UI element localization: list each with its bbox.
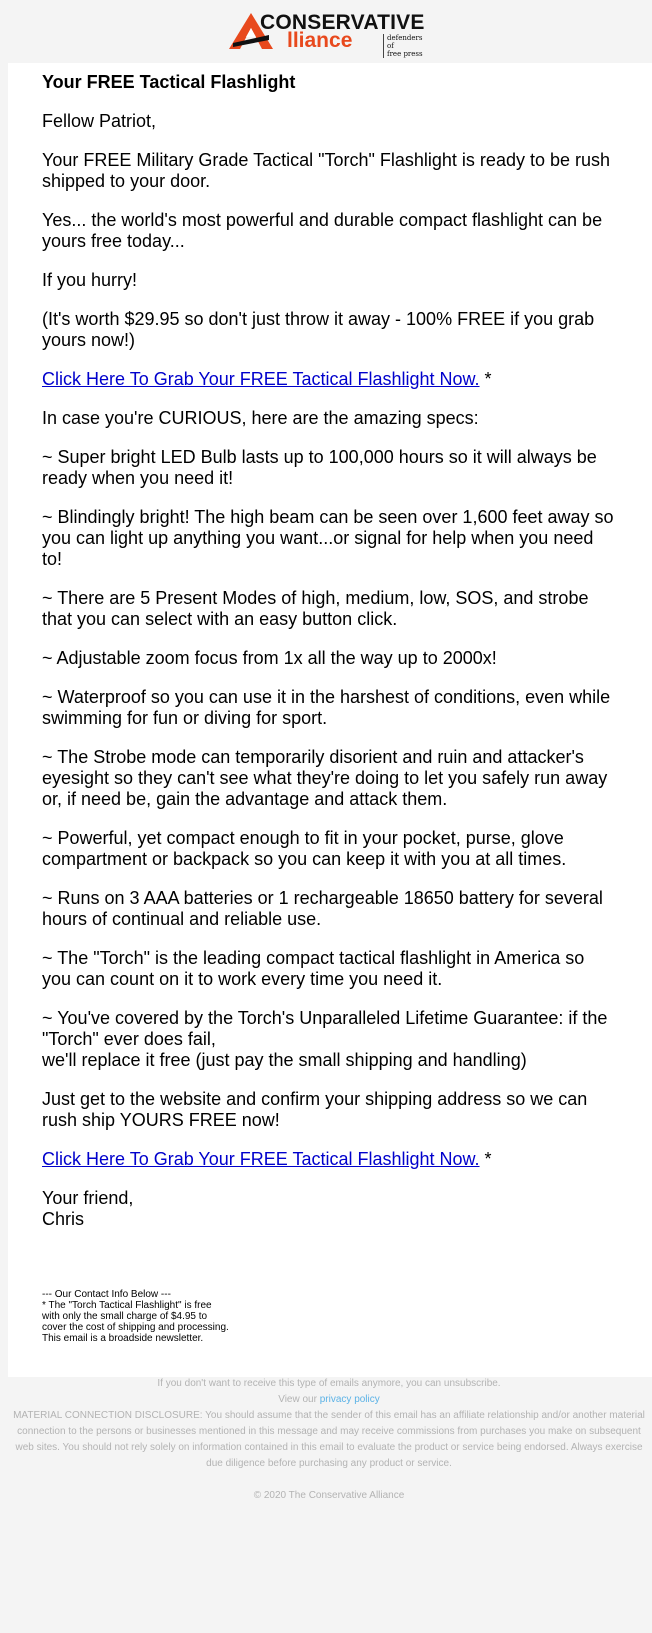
spec-item: ~ Runs on 3 AAA batteries or 1 rechargeable 18650 battery for several hours of continual and reliable use.: [42, 888, 603, 929]
cta-paragraph-1: [42, 369, 617, 390]
cta-link-bottom[interactable]: Click Here To Grab Your FREE Tactical Flashlight Now.: [42, 1149, 480, 1169]
spec-item: ~ Powerful, yet compact enough to fit in your pocket, purse, glove compartment or backpack so you can keep it with you at all times.: [42, 828, 567, 869]
spec-item: ~ Blindingly bright! The high beam can be seen over 1,600 feet away so you can light up anything you want...or signal for help when you need to!: [42, 507, 614, 569]
privacy-policy-link[interactable]: privacy policy: [319, 1394, 380, 1405]
email-header: [0, 0, 652, 62]
greeting: Fellow Patriot,: [42, 111, 157, 131]
logo-tagline: [383, 34, 429, 58]
spec-item: ~ Adjustable zoom focus from 1x all the way up to 2000x!: [42, 648, 497, 668]
spec-item: ~ There are 5 Present Modes of high, medium, low, SOS, and strobe that you can select with an easy button click.: [42, 588, 589, 629]
intro-paragraph: Your FREE Military Grade Tactical "Torch" Flashlight is ready to be rush shipped to your door.: [42, 150, 611, 191]
logo-alliance-text: lliance: [287, 29, 353, 52]
contact-line: --- Our Contact Info Below ---: [42, 1289, 171, 1300]
confirm-paragraph: Just get to the website and confirm your shipping address so we can rush ship YOURS FREE now!: [42, 1089, 588, 1130]
privacy-line: [12, 1392, 646, 1408]
guarantee-paragraph: [42, 1008, 617, 1071]
spec-item: ~ Super bright LED Bulb lasts up to 100,000 hours so it will always be ready when you need it!: [42, 447, 597, 488]
spec-item: ~ The "Torch" is the leading compact tactical flashlight in America so you can count on it to work every time you need it.: [42, 948, 585, 989]
guarantee-line-1: ~ You've covered by the Torch's Unparalleled Lifetime Guarantee: if the "Torch" ever does fail,: [42, 1008, 608, 1049]
material-disclosure: MATERIAL CONNECTION DISCLOSURE: You should assume that the sender of this email has an affiliate relationship and/or another material connection to the persons or businesses mentioned in this message and may receive commissions from purchases you make on subsequent web sites. You should not rely solely on information contained in this email to evaluate the product or service being endorsed. Always exercise due diligence before purchasing any product or service.: [13, 1410, 645, 1469]
logo-tagline-line2: free press: [387, 50, 423, 58]
conservative-alliance-logo[interactable]: [229, 11, 429, 58]
spec-item: ~ The Strobe mode can temporarily disorient and ruin and attacker's eyesight so they can't see what they're doing to let you safely run away or, if need be, gain the advantage and attack them.: [42, 747, 608, 809]
curious-paragraph: In case you're CURIOUS, here are the amazing specs:: [42, 408, 479, 428]
cta-asterisk: *: [479, 369, 492, 389]
contact-line: * The "Torch Tactical Flashlight" is free: [42, 1300, 212, 1311]
contact-info: [42, 1289, 617, 1344]
privacy-prefix: View our: [278, 1394, 320, 1405]
logo-conservative-text: CONSERVATIVE: [260, 11, 425, 34]
cta-paragraph-2: [42, 1149, 617, 1170]
signoff-block: [42, 1188, 617, 1230]
email-title: Your FREE Tactical Flashlight: [42, 72, 296, 92]
email-footer: [12, 1376, 646, 1504]
signoff: Your friend,: [42, 1188, 134, 1208]
logo-tagline-line1: defenders of: [387, 34, 423, 50]
copyright: © 2020 The Conservative Alliance: [253, 1490, 405, 1501]
hurry-paragraph: If you hurry!: [42, 270, 138, 290]
email-content: [42, 72, 617, 1344]
cta-asterisk: *: [479, 1149, 492, 1169]
cta-link-top[interactable]: Click Here To Grab Your FREE Tactical Flashlight Now.: [42, 369, 480, 389]
guarantee-line-2: we'll replace it free (just pay the small shipping and handling): [42, 1050, 527, 1070]
contact-line: with only the small charge of $4.95 to: [42, 1311, 208, 1322]
spec-item: ~ Waterproof so you can use it in the harshest of conditions, even while swimming for fun or diving for sport.: [42, 687, 611, 728]
yes-paragraph: Yes... the world's most powerful and durable compact flashlight can be yours free today...: [42, 210, 603, 251]
unsubscribe-text[interactable]: If you don't want to receive this type of emails anymore, you can unsubscribe.: [157, 1378, 501, 1389]
signature: Chris: [42, 1209, 85, 1229]
worth-paragraph: (It's worth $29.95 so don't just throw it away - 100% FREE if you grab yours now!): [42, 309, 595, 350]
contact-line: This email is a broadside newsletter.: [42, 1333, 204, 1344]
contact-line: cover the cost of shipping and processing.: [42, 1322, 229, 1333]
